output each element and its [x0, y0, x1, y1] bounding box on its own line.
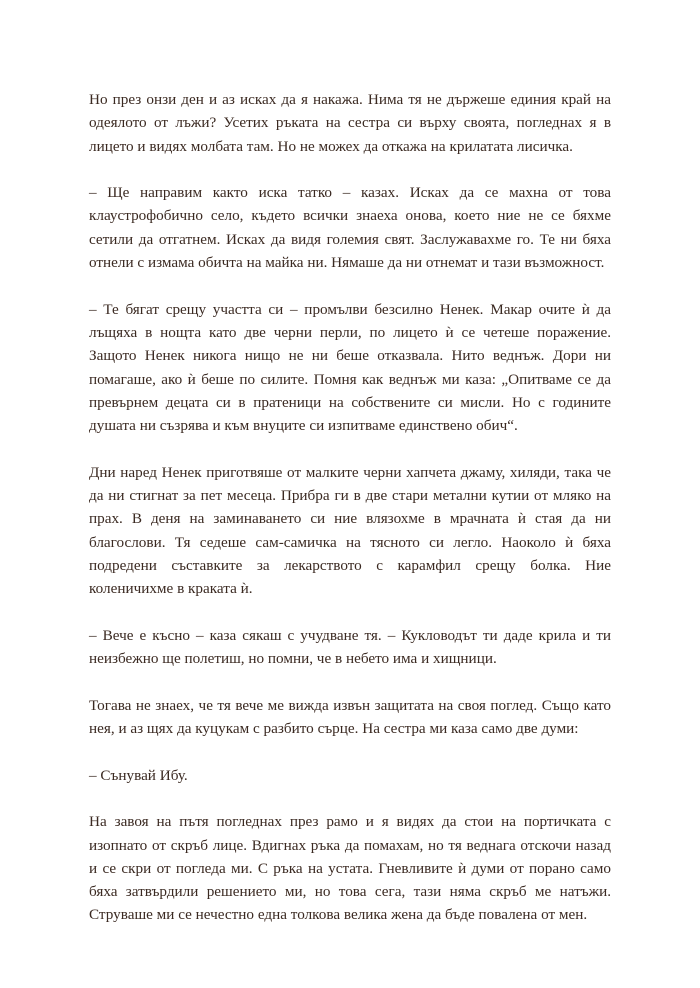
paragraph: На завоя на пътя погледнах през рамо и я видях да стои на портичката с изопнато от скръб лице. Вдигнах ръка да помахам, но тя веднага отскочи назад и се скри от погледа ми. С ръка на устата. Гневливите ѝ думи от порано само бяха затвърдили решението ми, но това сега, тази няма скръб ме натъжи. Струваше ми се нечестно една толкова велика жена да бъде повалена от мен. — [89, 813, 611, 924]
paragraph: – Ще направим както иска татко – казах. Исках да се махна от това клаустрофобично село, където всички знаеха онова, което ние не се бяхме сетили да отгатнем. Исках да видя големия свят. Заслужавахме го. Те ни бяха отнели с измама обичта на майка ни. Нямаше да ни отнемат и тази възможност. — [89, 184, 611, 272]
paragraph: – Сънувай Ибу. — [89, 766, 188, 784]
paragraph: – Те бягат срещу участта си – промълви безсилно Ненек. Макар очите ѝ да лъщяха в нощта като две черни перли, по лицето ѝ се четеше поражение. Защото Ненек никога нищо не ни беше отказвала. Нито веднъж. Дори ни помагаше, ако ѝ беше по силите. Помня как веднъж ми каза: „Опитваме се да превърнем децата си в пратеници на собствените си мисли. Но с годините душата ни съзрява и към внуците си изпитваме единствено обич“. — [89, 300, 611, 435]
paragraph: Но през онзи ден и аз исках да я накажа. Нима тя не държеше единия край на одеялото от лъжи? Усетих ръката на сестра си върху своята, погледнах я в лицето и видях молбата там. Но не можех да откажа на крилатата лисичка. — [89, 91, 611, 155]
paragraph: – Вече е късно – каза сякаш с учудване тя. – Кукловодът ти даде крила и ти неизбежно ще полетиш, но помни, че в небето има и хищници. — [89, 626, 611, 668]
paragraph: Тогава не знаех, че тя вече ме вижда извън защитата на своя поглед. Също като нея, и аз щях да куцукам с разбито сърце. На сестра ми каза само две думи: — [89, 696, 611, 738]
body-text — [89, 88, 611, 950]
paragraph: Дни наред Ненек приготвяше от малките черни хапчета джаму, хиляди, така че да ни стигнат за пет месеца. Прибра ги в две стари метални кутии от мляко на прах. В деня на заминаването си ние влязохме в мрачната ѝ стая да ни благослови. Тя седеше сам-самичка на тясното си легло. Наоколо ѝ бяха подредени съставките за лекарството с карамфил срещу болка. Ние коленичихме в краката ѝ. — [89, 463, 611, 598]
